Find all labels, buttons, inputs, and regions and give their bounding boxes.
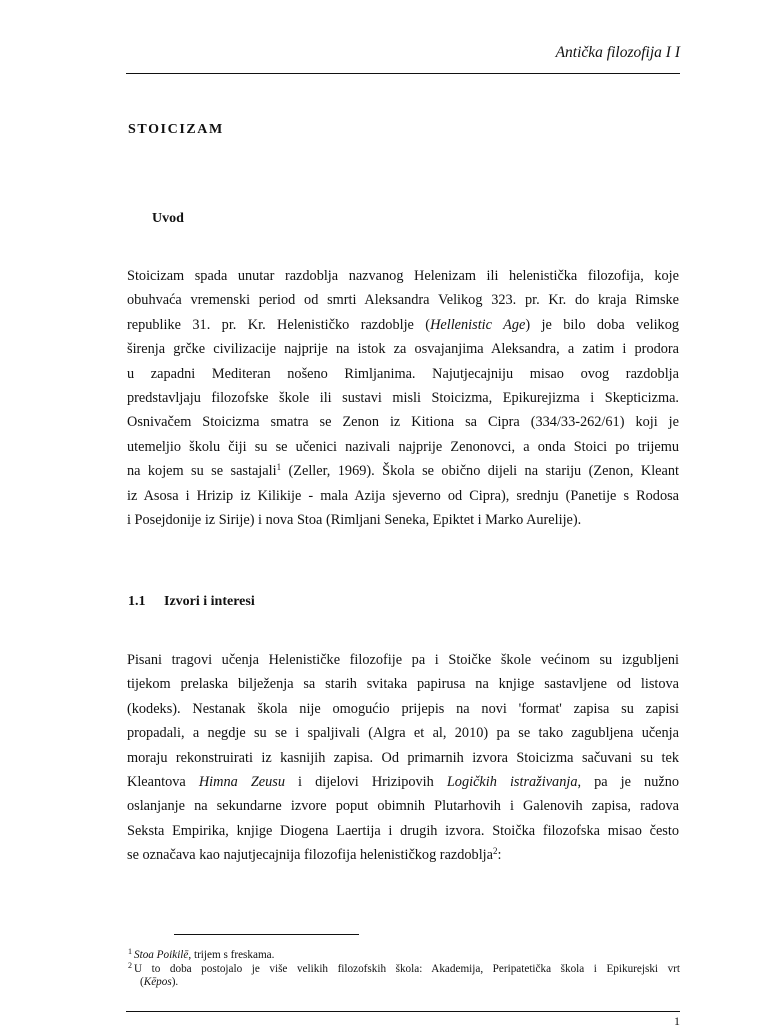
text-run: se označava kao najutjecajnija filozofija helenističkog razdoblja bbox=[127, 847, 493, 864]
paragraph-line: u zapadni Mediteran nošeno Rimljanima. Najutjecajniju misao ovog razdoblja bbox=[127, 365, 679, 382]
footnote-text: ( bbox=[140, 976, 144, 988]
footnote-separator bbox=[174, 934, 359, 935]
chapter-title: STOICIZAM bbox=[128, 122, 224, 137]
paragraph-line: (kodeks). Nestanak škola nije omogućio prijepis na novi 'format' zapisa su zapisi bbox=[127, 700, 679, 717]
paragraph-line: obuhvaća vremenski period od smrti Aleksandra Velikog 323. pr. Kr. do kraja Rimske bbox=[127, 292, 679, 309]
paragraph-line: Stoicizam spada unutar razdoblja nazvanog Helenizam ili helenistička filozofija, koje bbox=[127, 268, 679, 284]
subsection-title: Izvori i interesi bbox=[164, 594, 255, 609]
page-number: 1 bbox=[674, 1014, 680, 1028]
section-heading-uvod: Uvod bbox=[152, 211, 184, 226]
footnotes bbox=[128, 949, 680, 990]
text-run: republike 31. pr. Kr. Helenističko razdoblje ( bbox=[127, 316, 431, 333]
paragraph-line bbox=[127, 843, 679, 867]
paragraph-line: utemeljio školu čiji su se učenici nazivali najprije Zenonovci, a onda Stoici po trijemu bbox=[127, 438, 679, 455]
text-run: Kleantova bbox=[127, 773, 199, 790]
subsection-heading-1-1 bbox=[128, 594, 255, 610]
paragraph-line: širenja grčke civilizacije najprije na istok za osvajanjima Aleksandra, a zatim i prodora bbox=[127, 341, 679, 358]
paragraph-line: propadali, a negdje su se i spaljivali (Algra et al, 2010) pa se tako zagubljena učenja bbox=[127, 725, 679, 742]
footer-rule bbox=[126, 1011, 680, 1012]
paragraph-line: Osnivačem Stoicizma smatra se Zenon iz Kitiona sa Cipra (334/33-262/61) koji je bbox=[127, 414, 679, 431]
paragraph-line: Seksta Empirika, knjige Diogena Laertija i drugih izvora. Stoička filozofska misao često bbox=[127, 822, 679, 839]
text-run: : bbox=[497, 847, 502, 864]
paragraph-line: iz Asosa i Hrizip iz Kilikije - mala Azija sjeverno od Cipra), srednju (Panetije s Rodosa bbox=[127, 487, 679, 504]
header-rule bbox=[126, 73, 680, 74]
footnote-mark: 1 bbox=[128, 947, 132, 956]
paragraph-line bbox=[127, 770, 679, 794]
footnote-line bbox=[128, 949, 680, 963]
footnote-ref-1[interactable]: 1 bbox=[276, 462, 282, 473]
paragraph-line: oslanjanje na sekundarne izvore poput obimnih Plutarhovih i Galenovih zapisa, radova bbox=[127, 798, 679, 815]
paragraph-line: i Posejdonije iz Sirije) i nova Stoa (Rimljani Seneka, Epiktet i Marko Aurelije). bbox=[127, 511, 582, 528]
paragraph-line: moraju rekonstruirati iz kasnijih zapisa. Od primarnih izvora Stoicizma sačuvani su tek bbox=[127, 749, 679, 766]
italic-title: Logičkih istraživanja bbox=[446, 773, 578, 790]
paragraph-line bbox=[127, 313, 679, 337]
sources-paragraph bbox=[127, 648, 679, 868]
footnote-ref-2[interactable]: 2 bbox=[493, 846, 498, 857]
footnote-italic: Stoa Poikilē bbox=[134, 949, 189, 961]
italic-term: Hellenistic Age bbox=[430, 316, 526, 333]
running-header: Antička filozofija I I bbox=[555, 44, 680, 61]
footnote-italic: Kēpos bbox=[143, 976, 172, 988]
footnote-text: , trijem s freskama. bbox=[188, 949, 275, 961]
footnote-text: U to doba postojalo je više velikih filozofskih škola: Akademija, Peripatetička škola i Epikurejski vrt bbox=[134, 962, 680, 975]
footnote-2 bbox=[128, 960, 680, 990]
text-run: (Zeller, 1969). Škola se obično dijeli na stariju (Zenon, Kleant bbox=[281, 463, 679, 480]
paragraph-line: tijekom prelaska bilježenja sa starih svitaka papirusa na knjige sastavljene od listova bbox=[127, 676, 679, 693]
text-run: i dijelovi Hrizipovih bbox=[284, 773, 447, 790]
subsection-number: 1.1 bbox=[128, 594, 146, 609]
text-run: , pa je nužno bbox=[577, 773, 679, 790]
italic-title: Himna Zeusu bbox=[198, 773, 285, 790]
text-run: ) je bilo doba velikog bbox=[525, 316, 679, 333]
paragraph-line: Pisani tragovi učenja Helenističke filozofije pa i Stoičke škole većinom su izgubljeni bbox=[127, 652, 679, 668]
footnote-text: ). bbox=[171, 976, 179, 988]
footnote-line bbox=[128, 960, 680, 977]
intro-paragraph bbox=[127, 264, 679, 532]
paragraph-line bbox=[127, 459, 679, 483]
paragraph-line: predstavljaju filozofske škole ili sustavi misli Stoicizma, Epikurejizma i Skepticizma. bbox=[127, 389, 679, 406]
text-run: na kojem su se sastajali bbox=[127, 463, 277, 480]
footnote-1 bbox=[128, 949, 680, 963]
footnote-mark: 2 bbox=[128, 960, 132, 970]
footnote-line bbox=[128, 976, 680, 990]
